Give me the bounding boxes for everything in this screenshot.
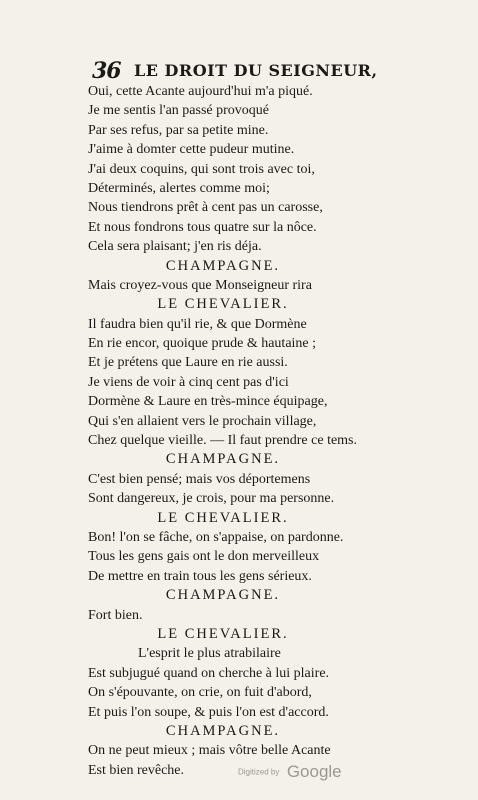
- speaker-name: LE CHEVALIER.: [157, 625, 289, 642]
- verse-line: Sont dangereux, je crois, pour ma personne.: [88, 491, 335, 507]
- speaker-name: CHAMPAGNE.: [165, 587, 281, 604]
- verse-line: En rie encor, quoique prude & hautaine ;: [88, 336, 317, 352]
- speaker-name: LE CHEVALIER.: [157, 509, 289, 526]
- verse-line: Qui s'en allaient vers le prochain village,: [88, 413, 317, 429]
- verse-line: Nous tiendrons prêt à cent pas un carosse,: [88, 200, 323, 216]
- verse-line: On s'épouvante, on crie, on fuit d'abord,: [88, 685, 312, 701]
- verse-line: J'ai deux coquins, qui sont trois avec toi,: [88, 161, 315, 177]
- speaker-name: CHAMPAGNE.: [165, 257, 281, 274]
- verse-line: Fort bien.: [88, 607, 143, 623]
- verse-line: Il faudra bien qu'il rie, & que Dormène: [88, 316, 307, 332]
- verse-line: Est subjugué quand on cherche à lui plaire.: [88, 665, 330, 681]
- verse-line: Déterminés, alertes comme moi;: [88, 180, 270, 196]
- verse-line: Par ses refus, par sa petite mine.: [88, 122, 269, 138]
- verse-line: Dormène & Laure en très-mince équipage,: [88, 394, 328, 410]
- verse-line: Je viens de voir à cinq cent pas d'ici: [88, 374, 289, 390]
- running-title: LE DROIT DU SEIGNEUR,: [134, 61, 378, 80]
- verse-line: Et je prétens que Laure en rie aussi.: [88, 355, 288, 371]
- speaker-name: CHAMPAGNE.: [165, 451, 281, 468]
- verse-line: Et nous fondrons tous quatre sur la nôce.: [88, 219, 317, 235]
- speaker-name: CHAMPAGNE.: [165, 722, 281, 739]
- verse-line: Est bien revêche.: [88, 762, 185, 778]
- verse-line: On ne peut mieux ; mais vôtre belle Acante: [88, 743, 331, 759]
- verse-line: Chez quelque vieille. — Il faut prendre ce tems.: [88, 433, 358, 449]
- verse-line: Oui, cette Acante aujourd'hui m'a piqué.: [88, 84, 313, 99]
- verse-line-indented: L'esprit le plus atrabilaire: [138, 646, 281, 662]
- verse-text: [88, 82, 418, 780]
- google-logo: Google: [286, 762, 342, 781]
- verse-line: Tous les gens gais ont le don merveilleux: [88, 549, 320, 565]
- verse-line: Mais croyez-vous que Monseigneur rira: [88, 277, 312, 293]
- speaker-name: LE CHEVALIER.: [157, 296, 289, 313]
- verse-line: J'aime à domter cette pudeur mutine.: [88, 142, 295, 158]
- page-header: [92, 58, 392, 84]
- verse-line: De mettre en train tous les gens sérieux.: [88, 568, 312, 584]
- verse-line: Et puis l'on soupe, & puis l'on est d'accord.: [88, 704, 329, 720]
- verse-line: C'est bien pensé; mais vos déportemens: [88, 471, 311, 487]
- watermark-prefix: Digitized by: [238, 767, 280, 777]
- verse-line: Bon! l'on se fâche, on s'appaise, on pardonne.: [88, 529, 344, 545]
- digitization-watermark: [238, 762, 342, 782]
- verse-line: Cela sera plaisant; j'en ris déja.: [88, 239, 262, 255]
- page-number: 36: [92, 58, 121, 84]
- verse-line: Je me sentis l'an passé provoqué: [88, 103, 269, 119]
